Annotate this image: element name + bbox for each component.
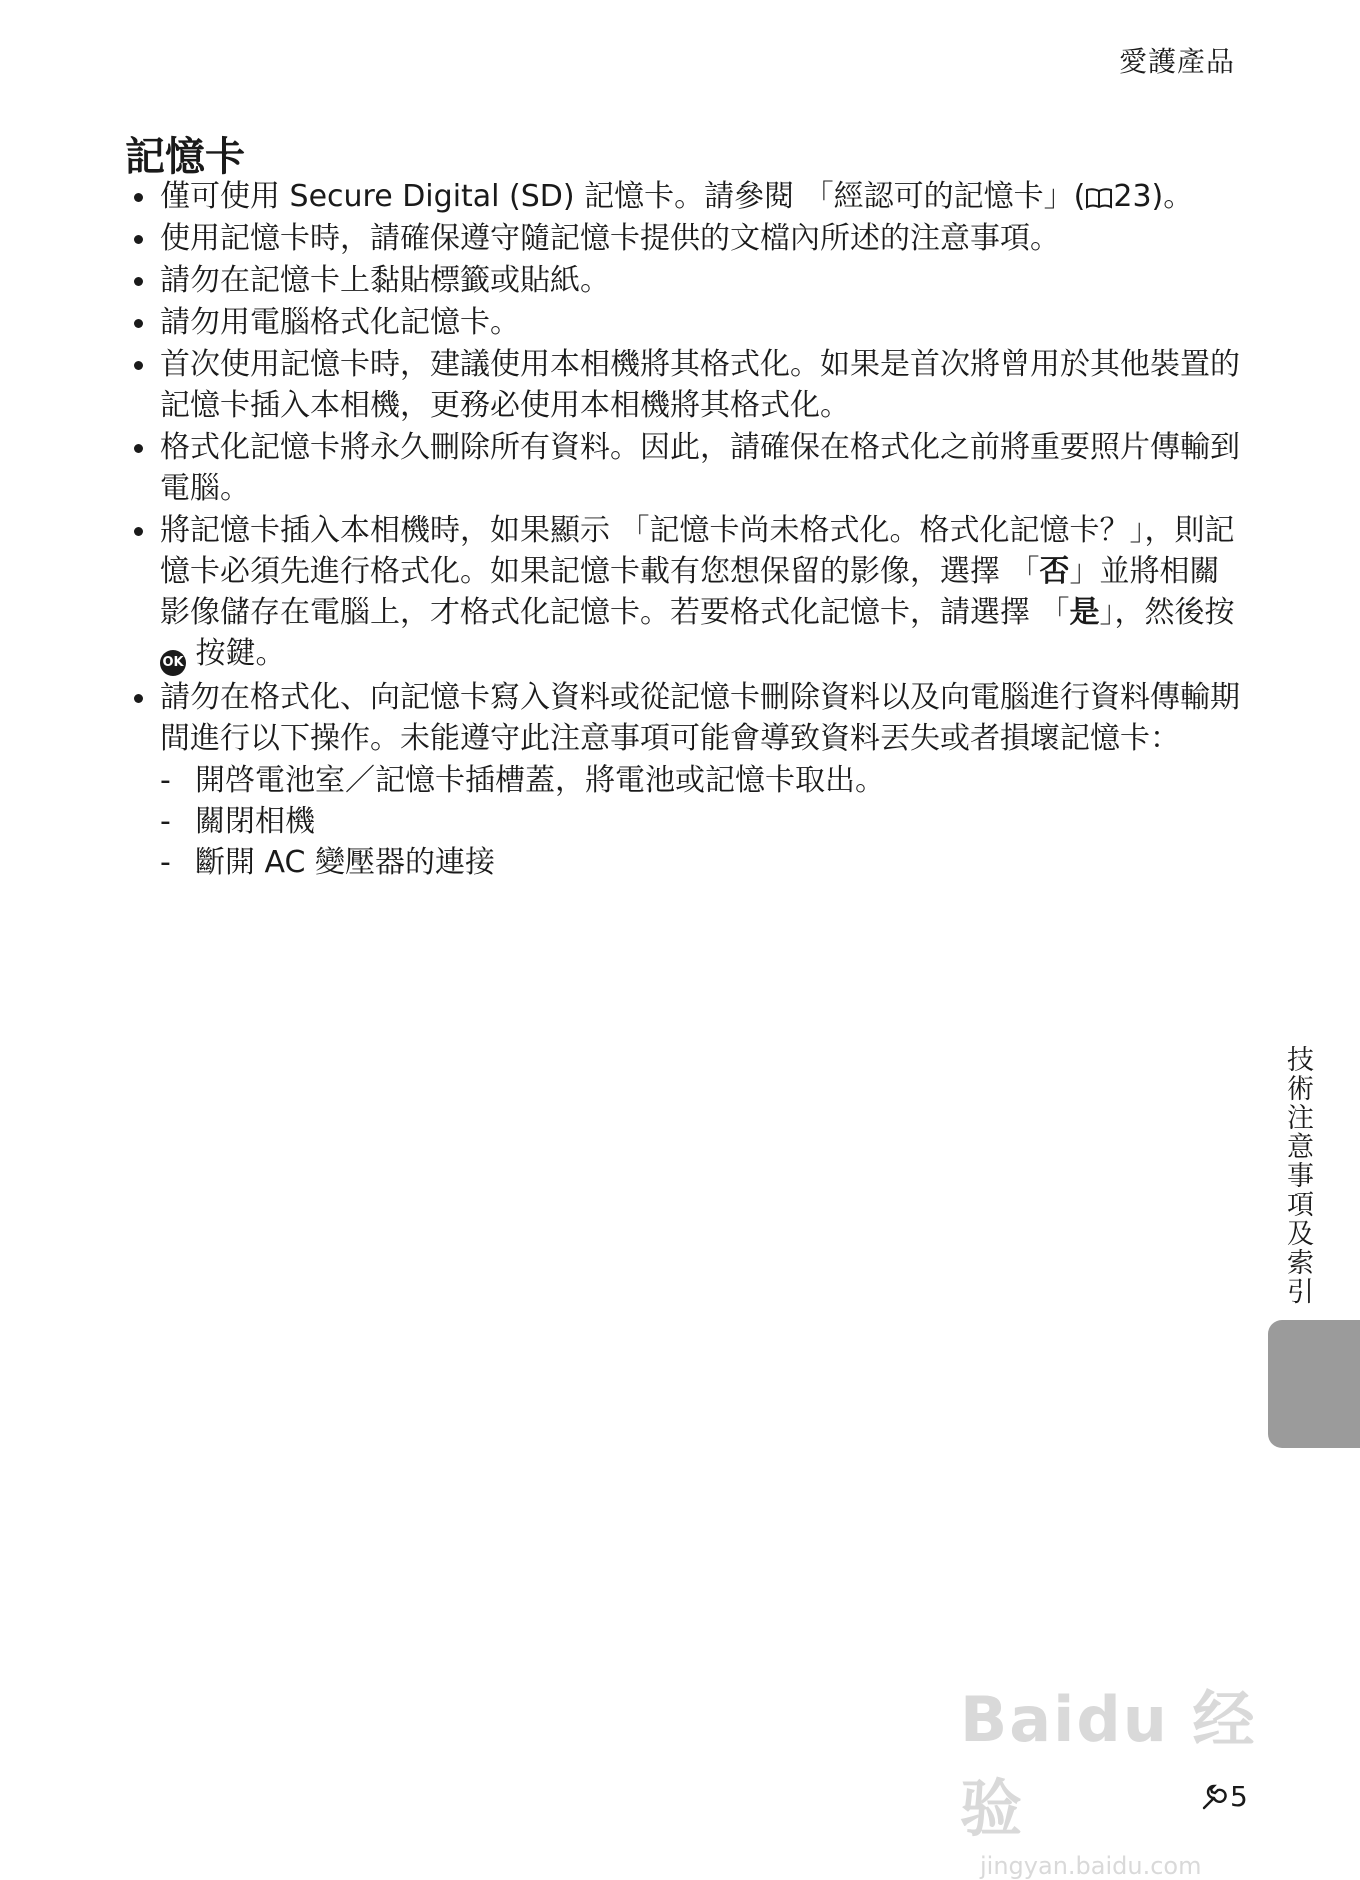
- bullet-icon: [134, 361, 143, 370]
- main-content: [130, 176, 1240, 883]
- bullet-icon: [134, 235, 143, 244]
- bullet-text: 首次使用記憶卡時，建議使用本相機將其格式化。如果是首次將曾用於其他裝置的記憶卡插入本相機，更務必使用本相機將其格式化。: [160, 347, 1240, 423]
- bullet-text: 使用記憶卡時，請確保遵守隨記憶卡提供的文檔內所述的注意事項。: [160, 221, 1060, 256]
- dash-icon: -: [160, 804, 171, 839]
- sub-list: [130, 760, 1240, 883]
- section-title: 記憶卡: [125, 134, 245, 180]
- ok-button-icon: OK: [160, 650, 186, 676]
- sub-list-item: [130, 760, 1240, 801]
- page-number: [1198, 1780, 1248, 1813]
- dash-icon: -: [160, 763, 171, 798]
- bullet-icon: [134, 319, 143, 328]
- bullet-text: 」，然後按: [1099, 595, 1235, 630]
- sub-item-text: 關閉相機: [195, 804, 315, 839]
- bullet-text: 請勿用電腦格式化記憶卡。: [160, 305, 520, 340]
- bullet-text: 格式化記憶卡將永久刪除所有資料。因此，請確保在格式化之前將重要照片傳輸到電腦。: [160, 430, 1240, 506]
- bullet-text: 請勿在記憶卡上黏貼標籤或貼紙。: [160, 263, 610, 298]
- sub-list-item: [130, 801, 1240, 842]
- wrench-icon: [1198, 1782, 1228, 1812]
- sub-item-text: 斷開 AC 變壓器的連接: [195, 845, 496, 880]
- bullet-text: 將記憶卡插入本相機時，如果顯示 「記憶卡尚未格式化。格式化記憶卡？」，則記憶卡必須先進行格式化。如果記憶卡載有您想保留的影像，選擇 「: [160, 513, 1235, 589]
- bullet-text: 按鍵。: [186, 636, 286, 671]
- bullet-list: [130, 176, 1240, 759]
- list-item: [130, 677, 1240, 759]
- watermark-logo: Baidu 经验: [960, 1683, 1257, 1845]
- bullet-text: 僅可使用 Secure Digital (SD) 記憶卡。請參閱 「經認可的記憶卡」(: [160, 179, 1086, 214]
- list-item: [130, 176, 1240, 217]
- bullet-icon: [134, 277, 143, 286]
- watermark-url: jingyan.baidu.com: [980, 1852, 1202, 1880]
- bullet-icon: [134, 193, 143, 202]
- book-icon: [1085, 187, 1113, 209]
- side-tab[interactable]: [1268, 1320, 1360, 1448]
- sub-item-text: 開啓電池室／記憶卡插槽蓋，將電池或記憶卡取出。: [195, 763, 885, 798]
- list-item: [130, 427, 1240, 509]
- bullet-icon: [134, 444, 143, 453]
- sub-list-item: [130, 842, 1240, 883]
- section-header: 愛護產品: [1118, 45, 1235, 78]
- list-item: [130, 344, 1240, 426]
- bullet-icon: [134, 527, 143, 536]
- list-item: [130, 510, 1240, 676]
- list-item: [130, 260, 1240, 301]
- bullet-text: 請勿在格式化、向記憶卡寫入資料或從記憶卡刪除資料以及向電腦進行資料傳輸期間進行以下操作。未能遵守此注意事項可能會導致資料丟失或者損壞記憶卡：: [160, 680, 1240, 756]
- list-item: [130, 302, 1240, 343]
- bullet-icon: [134, 694, 143, 703]
- option-yes: 是: [1069, 595, 1100, 630]
- page-number-value: 5: [1230, 1780, 1248, 1813]
- bullet-text: 」並將相關影像儲存在電腦上，才格式化記憶卡。若要格式化記憶卡，請選擇 「: [160, 554, 1220, 630]
- list-item: [130, 218, 1240, 259]
- side-tab-label: 技術注意事項及索引: [1282, 1045, 1313, 1306]
- dash-icon: -: [160, 845, 171, 880]
- option-no: 否: [1039, 554, 1070, 589]
- bullet-text: 23)。: [1113, 179, 1194, 214]
